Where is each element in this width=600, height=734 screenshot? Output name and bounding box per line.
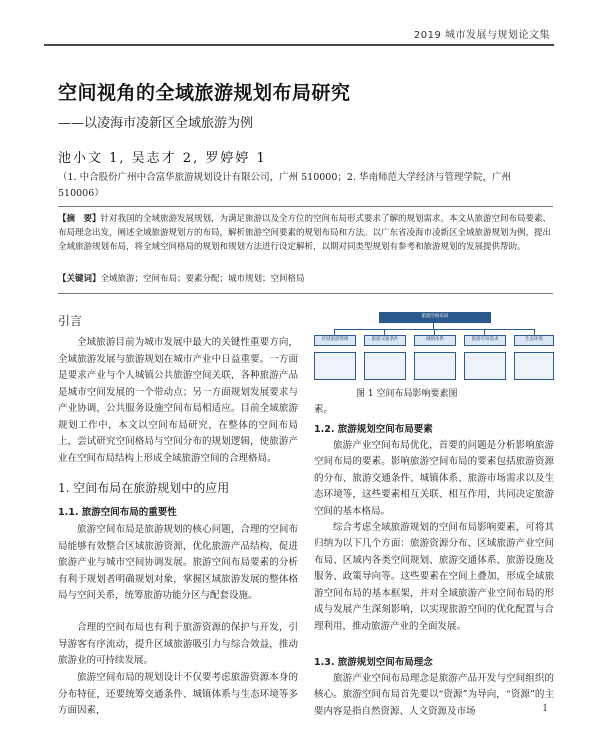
figure-box: 城镇体系 bbox=[414, 335, 456, 346]
abstract bbox=[58, 212, 553, 254]
abstract-label: 【摘 要】 bbox=[58, 214, 101, 224]
left-column bbox=[58, 312, 298, 720]
figure-diagram bbox=[314, 312, 554, 382]
paper-title: 空间视角的全域旅游规划布局研究 bbox=[58, 82, 351, 104]
section1-2-heading: 1.2. 旅游规划空间布局要素 bbox=[314, 423, 433, 435]
section1-1-heading: 1.1. 旅游空间布局的重要性 bbox=[58, 507, 177, 518]
section1-1-paragraph2: 合理的空间布局也有利于旅游资源的保护与开发，引导游客有序流动，提升区域旅游吸引力与综合效益，推动旅游业的可持续发展。 bbox=[58, 622, 298, 666]
right-continuation: 素。 bbox=[314, 404, 334, 415]
section1-2-paragraph1: 旅游产业空间布局优化，首要的问题是分析影响旅游空间布局的要素。影响旅游空间布局的要素包括旅游资源的分布、旅游交通条件、城镇体系、旅游市场需求以及生态环境等，这些要素相互关联、相互作用，共同决定旅游空间的基本格局。 bbox=[314, 439, 554, 517]
figure-box: 旅游交通条件 bbox=[364, 335, 406, 346]
figure-box: 旅游市场需求 bbox=[464, 335, 506, 346]
abstract-top-rule bbox=[58, 206, 553, 207]
header-rule bbox=[44, 44, 554, 46]
journal-header: 2019 城市发展与规划论文集 bbox=[413, 30, 550, 41]
section1-1-paragraph1: 旅游空间布局是旅游规划的核心问题，合理的空间布局能够有效整合区域旅游资源，优化旅游产品结构，促进旅游产业与城市空间协调发展。旅游空间布局要素的分析有利于规划者明确规划对象，掌握区域旅游发展的整体格局与空间关系，统筹旅游功能分区与配套设施。 bbox=[58, 524, 298, 601]
figure-connector bbox=[433, 321, 434, 329]
section1-heading: 1. 空间布局在旅游规划中的应用 bbox=[58, 481, 230, 495]
abstract-text: 针对我国的全域旅游发展规划，为满足旅游以及全方位的空间布局形式要求了解的规划需求。本文从旅游空间布局要素、布局理念出发，阐述全域旅游规划方的布局，解析旅游空间要素的规划布局和方法。以广东省凌海市凌新区全域旅游规划为例，提出全域旅游规划布局，将全域空间格局的规划和规划方法进行设定解析，以期对同类型规划有参考和旅游规划的发展提供帮助。 bbox=[58, 214, 552, 252]
intro-paragraph: 全域旅游目前为城市发展中最大的关键性重要方向，全域旅游发展与旅游规划在城市产业中日益重要。一方面是要求产业与个人城镇公共旅游空间关联，各种旅游产品是城市空间发展的一个带动点；另一方面规划发展要求与产业协调，公共服务设施空间布局相适应。目前全域旅游规划工作中，本文以空间布局研究，在整体的空间布局上，尝试研究空间格局与空间分布的规划逻辑，使旅游产业在空间布局结构上形成全域旅游空间的合理格局。 bbox=[58, 337, 298, 464]
page-number: 1 bbox=[542, 704, 548, 714]
section1-3-heading: 1.3. 旅游规划空间布局理念 bbox=[314, 656, 433, 668]
keywords bbox=[58, 272, 553, 284]
figure-detail-box bbox=[464, 352, 506, 380]
figure-detail-box bbox=[414, 352, 456, 380]
figure-detail-box bbox=[364, 352, 406, 380]
affiliation: （1. 中合股份广州中合富华旅游规划设计有限公司，广州 510000；2. 华南师范大学经济与管理学院，广州 510006） bbox=[58, 172, 511, 199]
section1-2-paragraph2: 综合考虑全域旅游规划的空间布局影响要素，可将其归纳为以下几个方面：旅游资源分布、区域旅游产业空间布局、区域内各类空间规划、旅游交通体系、旅游设施及服务、政策导向等。这些要素在空间上叠加，形成全域旅游空间布局的基本框架，并对全域旅游产业空间布局的形成与发展产生深刻影响，以实现旅游空间的优化配置与合理利用，推动旅游产业的全面发展。 bbox=[314, 521, 554, 632]
right-column bbox=[314, 402, 554, 721]
authors: 池小文 1, 吴志才 2, 罗婷婷 1 bbox=[58, 151, 267, 166]
intro-heading: 引言 bbox=[58, 314, 83, 328]
abstract-bottom-rule bbox=[58, 293, 553, 294]
figure-box: 区域旅游资源 bbox=[314, 335, 356, 346]
figure-caption: 图 1 空间布局影响要素图 bbox=[356, 389, 458, 399]
section1-3-paragraph1: 旅游产业空间布局理念是旅游产品开发与空间组织的核心。旅游空间布局首先要以“资源”为导向，“资源”的主要内容是指自然资源、人文资源及市场 bbox=[314, 672, 554, 717]
figure-top-box: 旅游空间布局 bbox=[379, 312, 491, 323]
keywords-text: 全域旅游；空间布局；要素分配；城市规划；空间格局 bbox=[100, 274, 305, 284]
keywords-label: 【关键词】 bbox=[58, 274, 101, 284]
section1-1-paragraph3: 旅游空间布局的规划设计不仅要考虑旅游资源本身的分布特征，还要统筹交通条件、城镇体系与生态环境等多方面因素， bbox=[58, 672, 298, 716]
figure-detail-box bbox=[314, 352, 356, 380]
figure-detail-box bbox=[514, 352, 554, 380]
figure-box: 生态环境 bbox=[514, 335, 554, 346]
paper-subtitle: ——以凌海市凌新区全域旅游为例 bbox=[58, 116, 254, 131]
